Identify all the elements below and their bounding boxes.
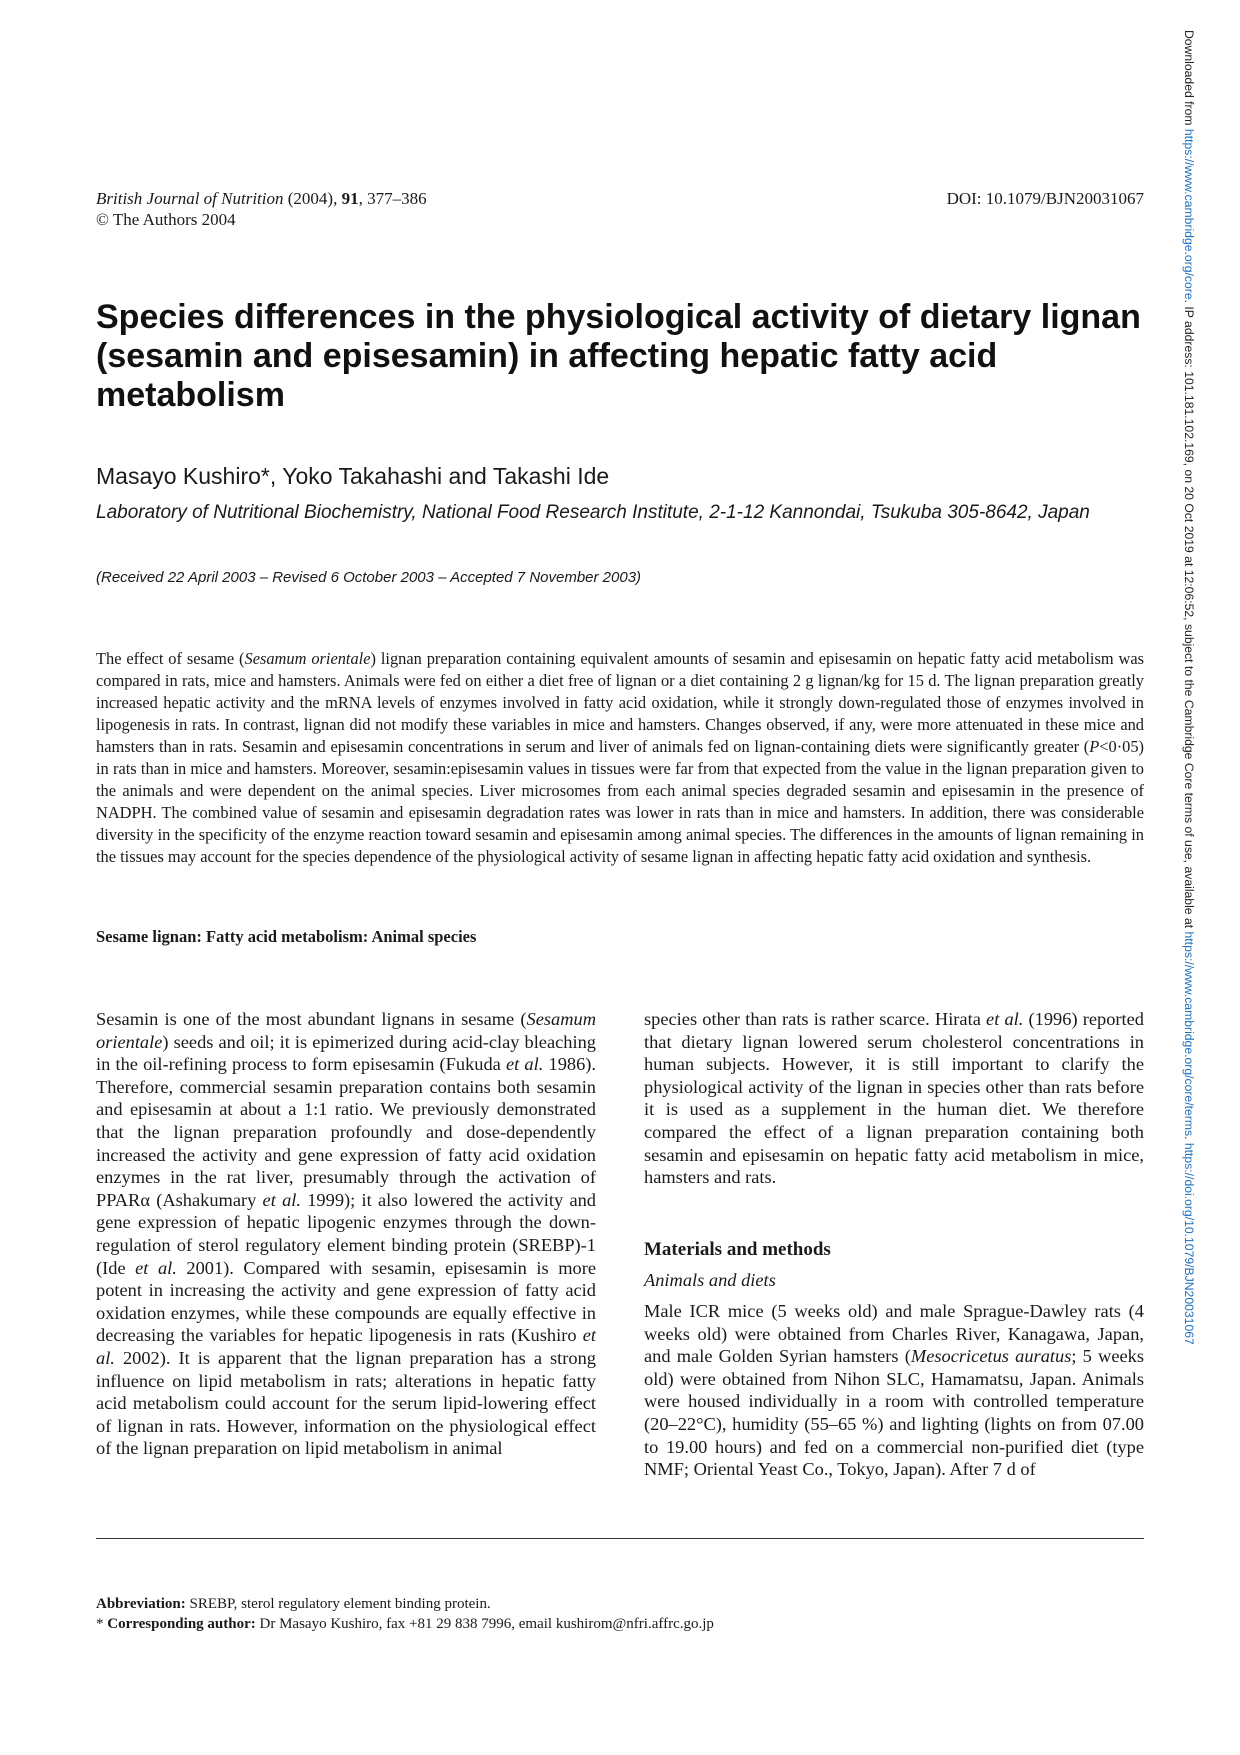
footnote-label: Abbreviation: (96, 1596, 186, 1612)
journal-volume: 91 (341, 189, 359, 208)
subsection-heading-animals: Animals and diets (644, 1270, 776, 1291)
body-text: 1986). Therefore, commercial sesamin preparation contains both sesamin and episesamin at about a 1:1 ratio. We previously demonstrated that the lignan preparation profoundly and dose-dependently increased the activity and gene expression of fatty acid oxidation enzymes in the rat liver, presumably through the activation of PPARα (Ashakumary (96, 1054, 597, 1210)
abstract (96, 648, 1144, 868)
doi: DOI: 10.1079/BJN20031067 (946, 189, 1144, 208)
keywords: Sesame lignan: Fatty acid metabolism: Animal species (96, 927, 477, 946)
abstract-text: The effect of sesame ( (96, 649, 245, 668)
etal-italic: et al. (96, 1325, 596, 1368)
body-text: species other than rats is rather scarce. Hirata (644, 1009, 987, 1029)
journal-year: (2004), (283, 189, 342, 208)
species-italic: Sesamum orientale (96, 1009, 596, 1052)
body-text: 2001). Compared with sesamin, episesamin is more potent in increasing the activity and gene expression of fatty acid oxidation enzymes, while these compounds are equally effective in decreasing the variables for hepatic lipogenesis in rats (Kushiro (96, 1257, 596, 1346)
species-italic: Mesocricetus auratus (910, 1346, 1072, 1367)
doi-link[interactable]: https://doi.org/10.1079/BJN20031067 (1182, 1142, 1196, 1345)
download-margin-note (1182, 30, 1196, 1345)
margin-text: . IP address: 101.181.102.169, on 20 Oct 2019 at 12:06:52, subject to the Cambridge Core terms of use, available at (1182, 299, 1196, 932)
abstract-species-italic: Sesamum orientale (244, 649, 371, 668)
abstract-text: <0·05) in rats than in mice and hamsters. Moreover, sesamin:episesamin values in tissues were far from that expected from the value in the lignan preparation given to the animals and were dependent on the animal species. Liver microsomes from each animal species degraded sesamin and episesamin in the presence of NADPH. The combined value of sesamin and episesamin degradation rates was lower in rats than in mice and hamsters. In addition, there was considerable diversity in the specificity of the enzyme reaction toward sesamin and episesamin among animal species. The differences in the amounts of lignan remaining in the tissues may account for the species dependence of the physiological activity of sesame lignan in affecting hepatic fatty acid oxidation and synthesis. (96, 737, 1144, 866)
cambridge-core-link[interactable]: https://www.cambridge.org/core (1182, 128, 1196, 300)
footnote-corresponding-author (96, 1615, 714, 1634)
copyright-line: © The Authors 2004 (96, 210, 236, 229)
body-text: 1999); it also lowered the activity and gene expression of hepatic lipogenic enzymes through the down-regulation of sterol regulatory element binding protein (SREBP)-1 (Ide (96, 1189, 596, 1278)
footnote-abbreviation (96, 1595, 491, 1614)
footnote-text: Dr Masayo Kushiro, fax +81 29 838 7996, email kushirom@nfri.affrc.go.jp (255, 1616, 714, 1632)
etal-italic: et al. (135, 1257, 177, 1278)
methods-paragraph (644, 1300, 1144, 1481)
footnote-divider (96, 1538, 1144, 1539)
footnote-marker: * (96, 1616, 108, 1632)
body-text: Male ICR mice (5 weeks old) and male Sprague-Dawley rats (4 weeks old) were obtained from Charles River, Kanagawa, Japan, and male Golden Syrian hamsters ( (644, 1300, 1144, 1367)
etal-italic: et al. (262, 1189, 301, 1210)
journal-citation (96, 188, 427, 230)
intro-paragraph (96, 1008, 596, 1460)
body-column-right (644, 1008, 1144, 1481)
journal-pages: , 377–386 (358, 189, 427, 208)
margin-text: . (1182, 1136, 1196, 1143)
margin-text: Downloaded from (1182, 30, 1196, 129)
body-text: 2002). It is apparent that the lignan preparation has a strong influence on lipid metabolism in rats; alterations in hepatic fatty acid metabolism could account for the serum lipid-lowering effect of lignan in rats. However, information on the physiological effect of the lignan preparation on lipid metabolism in animal (96, 1347, 596, 1459)
body-text: Sesamin is one of the most abundant lignans in sesame ( (96, 1009, 527, 1029)
intro-paragraph-continued (644, 1008, 1144, 1189)
etal-italic: et al. (506, 1054, 544, 1075)
body-text: ) seeds and oil; it is epimerized during acid-clay bleaching in the oil-refining process to form episesamin (Fukuda (96, 1031, 596, 1075)
author-list: Masayo Kushiro*, Yoko Takahashi and Takashi Ide (96, 463, 610, 489)
abstract-text: ) lignan preparation containing equivalent amounts of sesamin and episesamin on hepatic fatty acid metabolism was compared in rats, mice and hamsters. Animals were fed on either a diet free of lignan or a diet containing 2 g lignan/kg for 15 d. The lignan preparation greatly increased hepatic activity and the mRNA levels of enzymes involved in fatty acid oxidation, while it strongly down-regulated those of enzymes involved in lipogenesis in rats. In contrast, lignan did not modify these variables in mice and hamsters. Changes observed, if any, were more attenuated in these mice and hamsters than in rats. Sesamin and episesamin concentrations in serum and liver of animals fed on lignan-containing diets were significantly greater ( (96, 649, 1144, 756)
article-title: Species differences in the physiological activity of dietary lignan (sesamin and episesamin) in affecting hepatic fatty acid metabolism (96, 298, 1141, 414)
section-heading-methods: Materials and methods (644, 1238, 831, 1260)
etal-italic: et al. (986, 1009, 1024, 1029)
footnote-label: Corresponding author: (107, 1616, 256, 1632)
affiliation: Laboratory of Nutritional Biochemistry, National Food Research Institute, 2-1-12 Kannondai, Tsukuba 305-8642, Japan (96, 502, 1090, 523)
footnote-text: SREBP, sterol regulatory element binding protein. (185, 1596, 491, 1612)
body-text: ; 5 weeks old) were obtained from Nihon SLC, Hamamatsu, Japan. Animals were housed individually in a room with controlled temperature (20–22°C), humidity (55–65 %) and lighting (lights on from 07.00 to 19.00 hours) and fed on a commercial non-purified diet (type NMF; Oriental Yeast Co., Tokyo, Japan). After 7 d of (644, 1346, 1145, 1480)
abstract-p-italic: P (1089, 737, 1100, 756)
terms-link[interactable]: https://www.cambridge.org/core/terms (1182, 931, 1196, 1137)
journal-name: British Journal of Nutrition (96, 189, 284, 208)
body-column-left (96, 1008, 596, 1460)
body-text: (1996) reported that dietary lignan lowered serum cholesterol concentrations in human subjects. However, it is still important to clarify the physiological activity of the lignan in species other than rats before it is used as a supplement in the human diet. We therefore compared the effect of a lignan preparation containing both sesamin and episesamin on hepatic fatty acid metabolism in mice, hamsters and rats. (644, 1009, 1144, 1188)
received-dates: (Received 22 April 2003 – Revised 6 October 2003 – Accepted 7 November 2003) (96, 569, 642, 586)
